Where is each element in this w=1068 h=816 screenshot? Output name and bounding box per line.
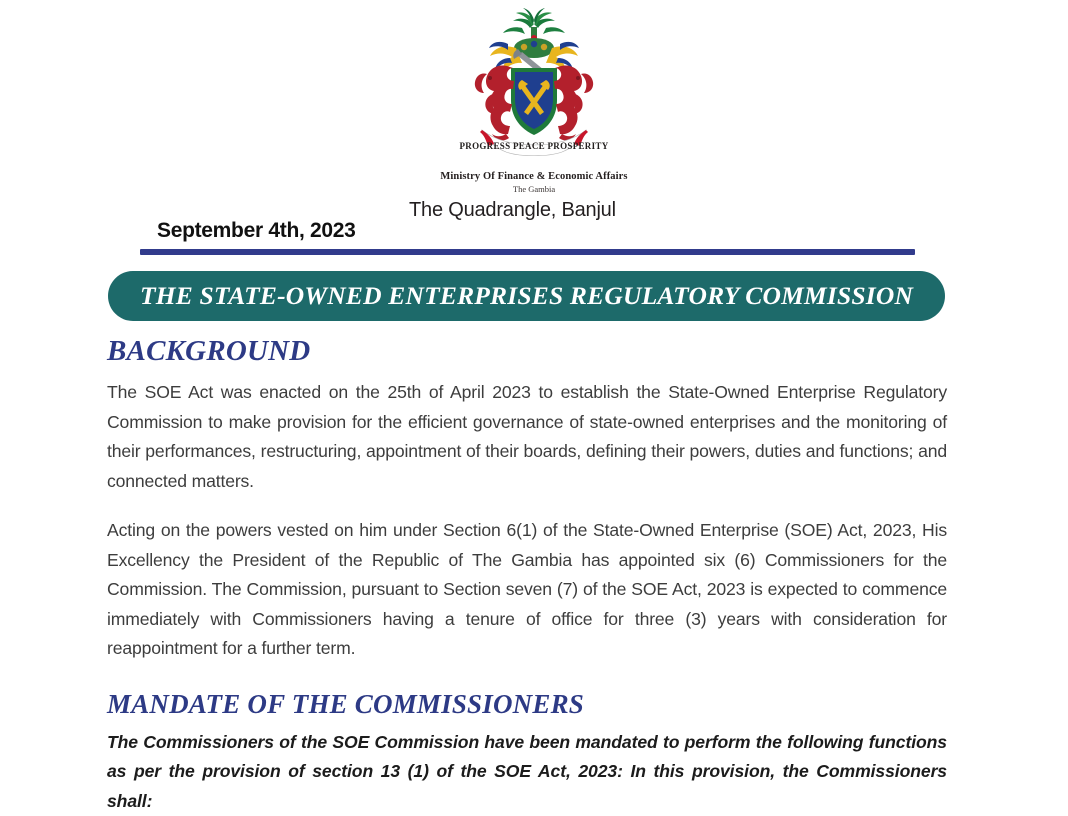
ministry-name: Ministry Of Finance & Economic Affairs (0, 171, 1068, 183)
background-paragraph-1: The SOE Act was enacted on the 25th of April 2023 to establish the State-Owned Enterprise Regulatory Commission to make provision for the efficient governance of state-owned enterprises and the monitoring of their performances, restructuring, appointment of their boards, defining their powers, duties and functions; and connected matters. (107, 378, 947, 496)
spacer (107, 369, 947, 378)
header-divider (140, 249, 915, 255)
country-name: The Gambia (0, 184, 1068, 194)
svg-text:PROGRESS PEACE PROSPERITY: PROGRESS PEACE PROSPERITY (459, 141, 608, 151)
mandate-intro-paragraph: The Commissioners of the SOE Commission have been mandated to perform the following functions as per the provision of section 13 (1) of the SOE Act, 2023: In this provision, the Commissioners shall: (107, 728, 947, 816)
document-body (107, 333, 947, 816)
heading-background: BACKGROUND (107, 333, 947, 369)
letterhead (0, 8, 1068, 194)
title-banner (108, 271, 945, 321)
spacer (107, 496, 947, 516)
venue-text: The Quadrangle, Banjul (409, 199, 616, 222)
heading-mandate: MANDATE OF THE COMMISSIONERS (107, 688, 947, 722)
banner-title: THE STATE-OWNED ENTERPRISES REGULATORY COMMISSION (140, 281, 913, 311)
background-paragraph-2: Acting on the powers vested on him under Section 6(1) of the State-Owned Enterprise (SOE) Act, 2023, His Excellency the President of the Republic of The Gambia has appointed six (6) Commissioners for the Commission. The Commission, pursuant to Section seven (7) of the SOE Act, 2023 is expected to commence immediately with Commissioners having a tenure of office for three (3) years with consideration for reappointment for a further term. (107, 516, 947, 664)
coat-of-arms-icon (444, 8, 624, 168)
date-text: September 4th, 2023 (157, 219, 356, 243)
spacer (107, 664, 947, 688)
